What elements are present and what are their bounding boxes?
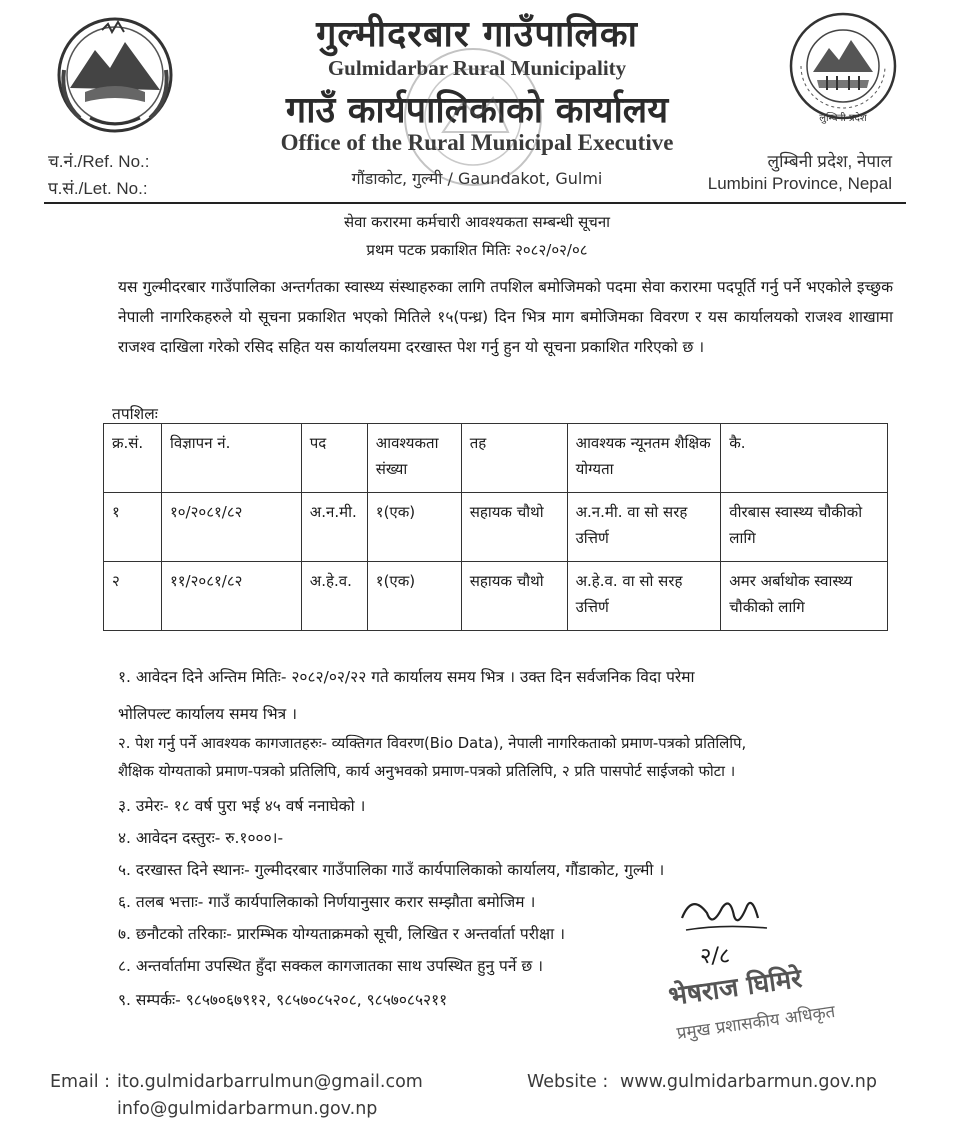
table-header-cell: आवश्यकता संख्या bbox=[367, 424, 461, 493]
website-label: Website : bbox=[527, 1072, 609, 1092]
table-header-cell: पद bbox=[301, 424, 367, 493]
condition-item: शैक्षिक योग्यताको प्रमाण-पत्रको प्रतिलिपि, कार्य अनुभवको प्रमाण-पत्रको प्रतिलिपि, २ प्रति पासपोर्ट साईजको फोटा । bbox=[118, 763, 736, 780]
table-cell: २ bbox=[104, 562, 162, 631]
municipality-name-ne: गुल्मीदरबार गाउँपालिका bbox=[316, 13, 638, 55]
table-cell: १०/२०८१/८२ bbox=[161, 493, 301, 562]
office-address: गौंडाकोट, गुल्मी / Gaundakot, Gulmi bbox=[351, 169, 603, 188]
header-divider bbox=[44, 202, 906, 204]
condition-item: ९. सम्पर्कः- ९८५७०६७९१२, ९८५७०८५२०८, ९८५७०८५२११ bbox=[118, 991, 448, 1009]
province-ne: लुम्बिनी प्रदेश, नेपाल bbox=[767, 152, 892, 171]
condition-item: ५. दरखास्त दिने स्थानः- गुल्मीदरबार गाउँपालिका गाउँ कार्यपालिकाको कार्यालय, गौंडाकोट, गुल्मी । bbox=[118, 861, 665, 879]
province-en: Lumbini Province, Nepal bbox=[707, 174, 892, 193]
email-label: Email : bbox=[50, 1072, 111, 1092]
table-cell: अ.हे.व. वा सो सरह उत्तिर्ण bbox=[567, 562, 721, 631]
notice-body: यस गुल्मीदरबार गाउँपालिका अन्तर्गतका स्वास्थ्य संस्थाहरुका लागि तपशिल बमोजिमको पदमा सेवा करारमा पदपूर्ति गर्नु पर्ने भएकोले इच्छुक नेपाली नागरिकहरुले यो सूचना प्रकाशित भएको मितिले १५(पन्ध्र) दिन भित्र माग बमोजिमका विवरण र यस कार्यालयको राजश्व शाखामा राजश्व दाखिला गरेको रसिद सहित यस कार्यालयमा दरखास्त पेश गर्नु हुन यो सूचना प्रकाशित गरिएको छ । bbox=[118, 278, 893, 356]
table-cell: अ.हे.व. bbox=[301, 562, 367, 631]
email-link-primary[interactable]: ito.gulmidarbarrulmun@gmail.com bbox=[117, 1072, 423, 1092]
table-cell: अमर अर्बाथोक स्वास्थ्य चौकीको लागि bbox=[721, 562, 888, 631]
table-header-cell: आवश्यक न्यूनतम शैक्षिक योग्यता bbox=[567, 424, 721, 493]
condition-item: ३. उमेरः- १८ वर्ष पुरा भई ४५ वर्ष ननाघेको । bbox=[118, 797, 366, 815]
office-name-en: Office of the Rural Municipal Executive bbox=[280, 130, 674, 155]
condition-item: ६. तलब भत्ताः- गाउँ कार्यपालिकाको निर्णयानुसार करार सम्झौता बमोजिम । bbox=[118, 893, 536, 911]
notice-subject: सेवा करारमा कर्मचारी आवश्यकता सम्बन्धी सूचना bbox=[343, 213, 611, 231]
table-header-cell: कै. bbox=[721, 424, 888, 493]
table-cell: सहायक चौथो bbox=[461, 493, 567, 562]
table-cell: १ bbox=[104, 493, 162, 562]
table-cell: १(एक) bbox=[367, 493, 461, 562]
office-name-ne: गाउँ कार्यपालिकाको कार्यालय bbox=[285, 89, 669, 131]
condition-item: ८. अन्तर्वार्तामा उपस्थित हुँदा सक्कल कागजातका साथ उपस्थित हुनु पर्ने छ । bbox=[118, 957, 544, 975]
table-cell: अ.न.मी. वा सो सरह उत्तिर्ण bbox=[567, 493, 721, 562]
seal-caption: लुम्बिनी प्रदेश bbox=[819, 113, 867, 124]
table-cell: १(एक) bbox=[367, 562, 461, 631]
signature-mark: २/८ bbox=[700, 944, 731, 969]
details-label: तपशिलः bbox=[112, 405, 158, 423]
municipality-name-en: Gulmidarbar Rural Municipality bbox=[327, 56, 627, 80]
condition-item: १. आवेदन दिने अन्तिम मितिः- २०८२/०२/२२ गते कार्यालय समय भित्र । उक्त दिन सर्वजनिक विदा परेमा bbox=[118, 668, 695, 686]
notice-published-date: प्रथम पटक प्रकाशित मितिः २०८२/०२/०८ bbox=[366, 241, 588, 259]
table-cell: वीरबास स्वास्थ्य चौकीको लागि bbox=[721, 493, 888, 562]
table-cell: सहायक चौथो bbox=[461, 562, 567, 631]
email-link-secondary[interactable]: info@gulmidarbarmun.gov.np bbox=[117, 1099, 378, 1119]
table-row bbox=[104, 562, 888, 631]
table-header-cell: विज्ञापन नं. bbox=[161, 424, 301, 493]
table-header-cell: तह bbox=[461, 424, 567, 493]
condition-item: ७. छनौटको तरिकाः- प्रारम्भिक योग्यताक्रमको सूची, लिखित र अन्तर्वार्ता परीक्षा । bbox=[118, 925, 565, 943]
reference-number-label: च.नं./Ref. No.: bbox=[48, 152, 150, 171]
letter-number-label: प.सं./Let. No.: bbox=[48, 179, 148, 198]
table-row bbox=[104, 493, 888, 562]
table-header-row bbox=[104, 424, 888, 493]
table-cell: अ.न.मी. bbox=[301, 493, 367, 562]
condition-item: ४. आवेदन दस्तुरः- रु.१०००।- bbox=[118, 829, 284, 847]
office-stamp-icon bbox=[398, 42, 548, 192]
condition-item: २. पेश गर्नु पर्ने आवश्यक कागजातहरुः- व्यक्तिगत विवरण(Bio Data), नेपाली नागरिकताको प्रमाण-पत्रको प्रतिलिपि, bbox=[118, 735, 747, 752]
table-cell: ११/२०८१/८२ bbox=[161, 562, 301, 631]
table-header-cell: क्र.सं. bbox=[104, 424, 162, 493]
signatory-title: प्रमुख प्रशासकीय अधिकृत bbox=[675, 1001, 837, 1044]
condition-item: भोलिपल्ट कार्यालय समय भित्र । bbox=[118, 705, 298, 723]
website-link[interactable]: www.gulmidarbarmun.gov.np bbox=[620, 1072, 877, 1092]
vacancy-table bbox=[103, 423, 888, 631]
signatory-name: भेषराज घिमिरे bbox=[666, 963, 804, 1013]
